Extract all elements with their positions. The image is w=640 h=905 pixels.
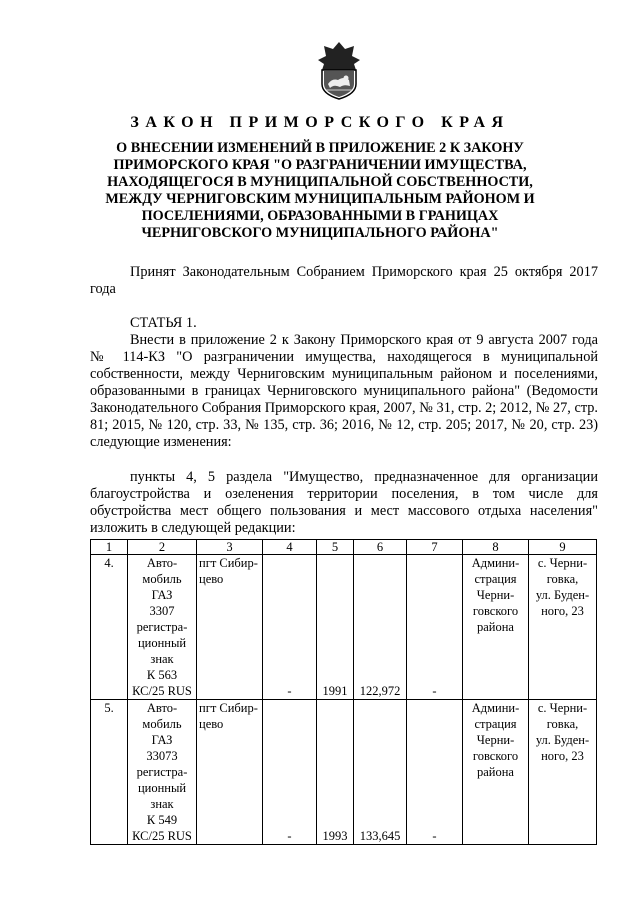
law-subtitle: О ВНЕСЕНИИ ИЗМЕНЕНИЙ В ПРИЛОЖЕНИЕ 2 К ЗАКОНУ ПРИМОРСКОГО КРАЯ "О РАЗГРАНИЧЕНИИ ИМУЩЕСТВА, НАХОДЯЩЕГОСЯ В МУНИЦИПАЛЬНОЙ СОБСТВЕННОСТИ, МЕЖДУ ЧЕРНИГОВСКИМ МУНИЦИПАЛЬНЫМ РАЙОНОМ И ПОСЕЛЕНИЯМИ, ОБРАЗОВАННЫМИ В ГРАНИЦАХ ЧЕРНИГОВСКОГО МУНИЦИПАЛЬНОГО РАЙОНА" bbox=[105, 140, 535, 241]
cell-col4: - bbox=[263, 555, 317, 700]
holder-address: с. Черни- говка, ул. Буден- ного, 23 bbox=[529, 700, 597, 845]
property-holder: Админи- страция Черни- говского района bbox=[463, 700, 529, 845]
coat-of-arms-emblem bbox=[316, 40, 362, 100]
property-table bbox=[90, 539, 597, 845]
property-holder: Админи- страция Черни- говского района bbox=[463, 555, 529, 700]
property-year: 1991 bbox=[317, 555, 354, 700]
table-header-cell: 2 bbox=[128, 540, 197, 555]
table-header-cell: 9 bbox=[529, 540, 597, 555]
table-header-cell: 5 bbox=[317, 540, 354, 555]
table-row bbox=[91, 700, 597, 845]
table-row bbox=[91, 555, 597, 700]
holder-address: с. Черни- говка, ул. Буден- ного, 23 bbox=[529, 555, 597, 700]
property-location: пгт Сибир- цево bbox=[197, 555, 263, 700]
property-name: Авто- мобиль ГАЗ 33073 регистра- ционный знак К 549 КС/25 RUS bbox=[128, 700, 197, 845]
law-title: ЗАКОН ПРИМОРСКОГО КРАЯ bbox=[130, 114, 510, 131]
property-value: 133,645 bbox=[354, 700, 407, 845]
table-header-cell: 4 bbox=[263, 540, 317, 555]
property-year: 1993 bbox=[317, 700, 354, 845]
table-header-cell: 7 bbox=[407, 540, 463, 555]
table-header-cell: 3 bbox=[197, 540, 263, 555]
row-number: 4. bbox=[91, 555, 128, 700]
table-header-row bbox=[91, 540, 597, 555]
cell-col7: - bbox=[407, 700, 463, 845]
property-location: пгт Сибир- цево bbox=[197, 700, 263, 845]
cell-col7: - bbox=[407, 555, 463, 700]
table-header-cell: 6 bbox=[354, 540, 407, 555]
property-value: 122,972 bbox=[354, 555, 407, 700]
table-header-cell: 1 bbox=[91, 540, 128, 555]
article-paragraph-1: Внести в приложение 2 к Закону Приморского края от 9 августа 2007 года № 114-КЗ "О разграничении имущества, находящегося в муниципальной собственности, между Черниговским муниципальным районом и поселениями, образованными в границах Черниговского муниципального района" (Ведомости Законодательного Собрания Приморского края, 2007, № 31, стр. 2; 2012, № 27, стр. 81; 2015, № 120, стр. 33, № 135, стр. 36; 2016, № 12, стр. 205; 2017, № 20, стр. 23) следующие изменения: bbox=[90, 332, 598, 450]
property-name: Авто- мобиль ГАЗ 3307 регистра- ционный знак К 563 КС/25 RUS bbox=[128, 555, 197, 700]
cell-col4: - bbox=[263, 700, 317, 845]
table-header-cell: 8 bbox=[463, 540, 529, 555]
article-paragraph-2: пункты 4, 5 раздела "Имущество, предназначенное для организации благоустройства и озеленения территории поселения, в том числе для обустройства мест общего пользования и мест массового отдыха населения" изложить в следующей редакции: bbox=[90, 469, 598, 536]
article-heading: СТАТЬЯ 1. bbox=[130, 315, 197, 331]
adoption-note: Принят Законодательным Собранием Приморского края 25 октября 2017 года bbox=[90, 264, 598, 297]
row-number: 5. bbox=[91, 700, 128, 845]
